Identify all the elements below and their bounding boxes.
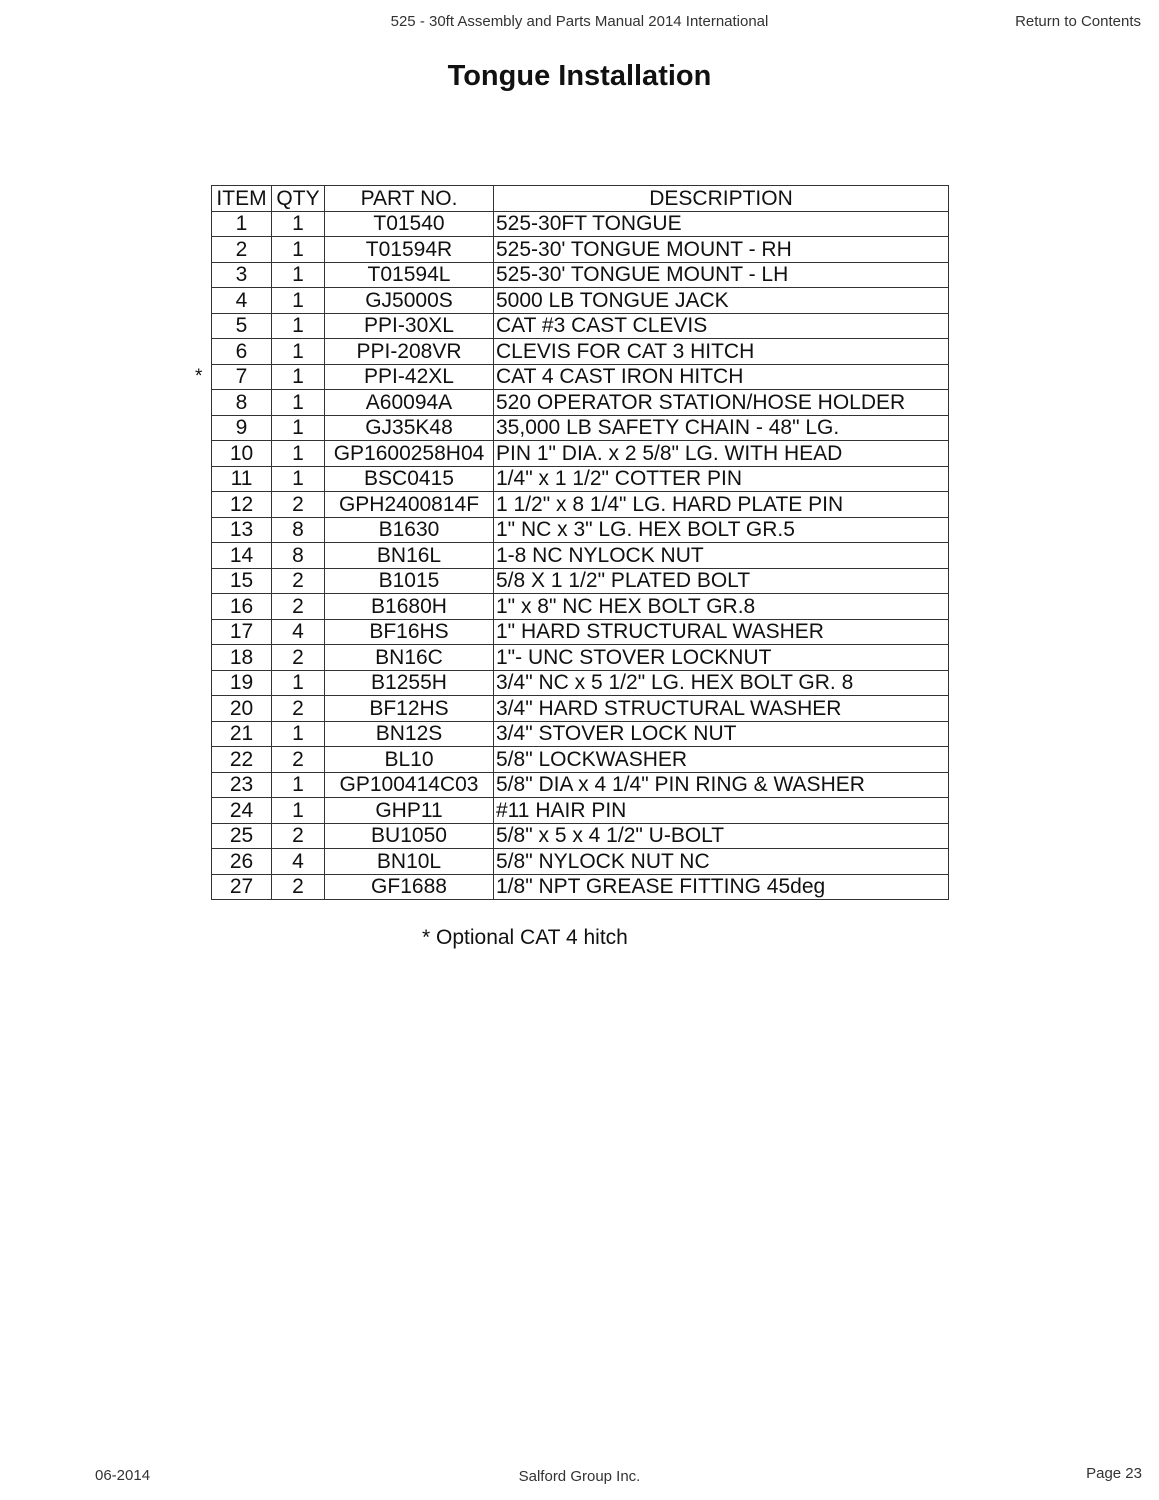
qty-cell: 1 (272, 211, 325, 237)
part-no-cell: A60094A (325, 390, 494, 416)
description-cell: 1/4" x 1 1/2" COTTER PIN (494, 466, 949, 492)
qty-cell: 2 (272, 874, 325, 900)
qty-cell: 2 (272, 747, 325, 773)
item-cell: 12 (212, 492, 272, 518)
item-cell: 16 (212, 594, 272, 620)
qty-cell: 1 (272, 441, 325, 467)
item-cell: 14 (212, 543, 272, 569)
qty-cell: 1 (272, 339, 325, 365)
item-cell: 3 (212, 262, 272, 288)
part-no-cell: BL10 (325, 747, 494, 773)
table-row (212, 772, 949, 798)
item-cell: 8 (212, 390, 272, 416)
qty-cell: 1 (272, 415, 325, 441)
table-row (212, 364, 949, 390)
qty-cell: 2 (272, 645, 325, 671)
qty-cell: 1 (272, 466, 325, 492)
item-cell: 20 (212, 696, 272, 722)
qty-cell: 2 (272, 568, 325, 594)
qty-cell: 1 (272, 798, 325, 824)
table-row (212, 823, 949, 849)
description-cell: 1-8 NC NYLOCK NUT (494, 543, 949, 569)
part-no-cell: BF12HS (325, 696, 494, 722)
description-cell: 5/8" LOCKWASHER (494, 747, 949, 773)
part-no-cell: GHP11 (325, 798, 494, 824)
item-cell: 4 (212, 288, 272, 314)
footer-company: Salford Group Inc. (518, 1468, 641, 1485)
qty-cell: 1 (272, 364, 325, 390)
table-row (212, 568, 949, 594)
part-no-cell: T01594L (325, 262, 494, 288)
part-no-cell: GJ5000S (325, 288, 494, 314)
optional-row-marker: * (195, 366, 203, 387)
column-header-part-no: PART NO. (325, 186, 494, 212)
qty-cell: 1 (272, 262, 325, 288)
table-row (212, 798, 949, 824)
description-cell: 5/8" x 5 x 4 1/2" U-BOLT (494, 823, 949, 849)
parts-table-body (212, 211, 949, 900)
item-cell: 21 (212, 721, 272, 747)
description-cell: #11 HAIR PIN (494, 798, 949, 824)
table-row (212, 441, 949, 467)
item-cell: 17 (212, 619, 272, 645)
table-row (212, 849, 949, 875)
part-no-cell: GJ35K48 (325, 415, 494, 441)
description-cell: 525-30' TONGUE MOUNT - RH (494, 237, 949, 263)
part-no-cell: BN16L (325, 543, 494, 569)
description-cell: 1/8" NPT GREASE FITTING 45deg (494, 874, 949, 900)
qty-cell: 1 (272, 721, 325, 747)
description-cell: CAT #3 CAST CLEVIS (494, 313, 949, 339)
qty-cell: 2 (272, 594, 325, 620)
qty-cell: 1 (272, 390, 325, 416)
description-cell: 520 OPERATOR STATION/HOSE HOLDER (494, 390, 949, 416)
description-cell: 3/4" NC x 5 1/2" LG. HEX BOLT GR. 8 (494, 670, 949, 696)
item-cell: 6 (212, 339, 272, 365)
item-cell: 5 (212, 313, 272, 339)
page-title: Tongue Installation (447, 60, 712, 92)
description-cell: 1" x 8" NC HEX BOLT GR.8 (494, 594, 949, 620)
description-cell: 5/8" NYLOCK NUT NC (494, 849, 949, 875)
return-to-contents-link[interactable]: Return to Contents (1015, 13, 1141, 30)
qty-cell: 2 (272, 696, 325, 722)
description-cell: 3/4" STOVER LOCK NUT (494, 721, 949, 747)
column-header-description: DESCRIPTION (494, 186, 949, 212)
header-doc-title: 525 - 30ft Assembly and Parts Manual 2014 International (390, 13, 769, 30)
table-row (212, 313, 949, 339)
table-row (212, 874, 949, 900)
qty-cell: 4 (272, 849, 325, 875)
description-cell: 1"- UNC STOVER LOCKNUT (494, 645, 949, 671)
column-header-item: ITEM (212, 186, 272, 212)
part-no-cell: B1680H (325, 594, 494, 620)
table-row (212, 543, 949, 569)
item-cell: 1 (212, 211, 272, 237)
part-no-cell: BN12S (325, 721, 494, 747)
part-no-cell: B1015 (325, 568, 494, 594)
part-no-cell: BN10L (325, 849, 494, 875)
table-row (212, 211, 949, 237)
part-no-cell: T01594R (325, 237, 494, 263)
description-cell: CLEVIS FOR CAT 3 HITCH (494, 339, 949, 365)
item-cell: 18 (212, 645, 272, 671)
item-cell: 9 (212, 415, 272, 441)
item-cell: 23 (212, 772, 272, 798)
qty-cell: 8 (272, 517, 325, 543)
table-header-row (212, 186, 949, 212)
table-row (212, 288, 949, 314)
table-row (212, 645, 949, 671)
part-no-cell: BN16C (325, 645, 494, 671)
table-row (212, 492, 949, 518)
qty-cell: 2 (272, 492, 325, 518)
table-row (212, 339, 949, 365)
column-header-qty: QTY (272, 186, 325, 212)
qty-cell: 1 (272, 237, 325, 263)
table-row (212, 594, 949, 620)
item-cell: 26 (212, 849, 272, 875)
part-no-cell: BSC0415 (325, 466, 494, 492)
table-row (212, 466, 949, 492)
part-no-cell: GPH2400814F (325, 492, 494, 518)
footer-date: 06-2014 (95, 1467, 151, 1484)
description-cell: 1 1/2" x 8 1/4" LG. HARD PLATE PIN (494, 492, 949, 518)
qty-cell: 1 (272, 670, 325, 696)
table-row (212, 517, 949, 543)
table-row (212, 696, 949, 722)
qty-cell: 1 (272, 772, 325, 798)
item-cell: 15 (212, 568, 272, 594)
description-cell: 5000 LB TONGUE JACK (494, 288, 949, 314)
item-cell: 25 (212, 823, 272, 849)
table-row (212, 262, 949, 288)
part-no-cell: GF1688 (325, 874, 494, 900)
item-cell: 22 (212, 747, 272, 773)
part-no-cell: BF16HS (325, 619, 494, 645)
footer-page-number: Page 23 (1086, 1465, 1142, 1482)
part-no-cell: B1630 (325, 517, 494, 543)
part-no-cell: PPI-208VR (325, 339, 494, 365)
description-cell: 5/8" DIA x 4 1/4" PIN RING & WASHER (494, 772, 949, 798)
description-cell: 1" HARD STRUCTURAL WASHER (494, 619, 949, 645)
table-row (212, 670, 949, 696)
description-cell: 5/8 X 1 1/2" PLATED BOLT (494, 568, 949, 594)
item-cell: 11 (212, 466, 272, 492)
item-cell: 2 (212, 237, 272, 263)
part-no-cell: GP1600258H04 (325, 441, 494, 467)
description-cell: 3/4" HARD STRUCTURAL WASHER (494, 696, 949, 722)
part-no-cell: BU1050 (325, 823, 494, 849)
qty-cell: 1 (272, 288, 325, 314)
description-cell: PIN 1" DIA. x 2 5/8" LG. WITH HEAD (494, 441, 949, 467)
part-no-cell: PPI-42XL (325, 364, 494, 390)
description-cell: 35,000 LB SAFETY CHAIN - 48" LG. (494, 415, 949, 441)
parts-table (211, 185, 949, 900)
description-cell: 525-30FT TONGUE (494, 211, 949, 237)
part-no-cell: T01540 (325, 211, 494, 237)
description-cell: 1" NC x 3" LG. HEX BOLT GR.5 (494, 517, 949, 543)
qty-cell: 8 (272, 543, 325, 569)
item-cell: 27 (212, 874, 272, 900)
part-no-cell: GP100414C03 (325, 772, 494, 798)
qty-cell: 1 (272, 313, 325, 339)
part-no-cell: PPI-30XL (325, 313, 494, 339)
table-row (212, 747, 949, 773)
table-row (212, 721, 949, 747)
item-cell: 19 (212, 670, 272, 696)
part-no-cell: B1255H (325, 670, 494, 696)
table-row (212, 415, 949, 441)
item-cell: 7 (212, 364, 272, 390)
item-cell: 10 (212, 441, 272, 467)
description-cell: 525-30' TONGUE MOUNT - LH (494, 262, 949, 288)
table-row (212, 390, 949, 416)
qty-cell: 2 (272, 823, 325, 849)
table-row (212, 237, 949, 263)
table-row (212, 619, 949, 645)
item-cell: 24 (212, 798, 272, 824)
footnote: * Optional CAT 4 hitch (422, 926, 628, 949)
description-cell: CAT 4 CAST IRON HITCH (494, 364, 949, 390)
qty-cell: 4 (272, 619, 325, 645)
item-cell: 13 (212, 517, 272, 543)
